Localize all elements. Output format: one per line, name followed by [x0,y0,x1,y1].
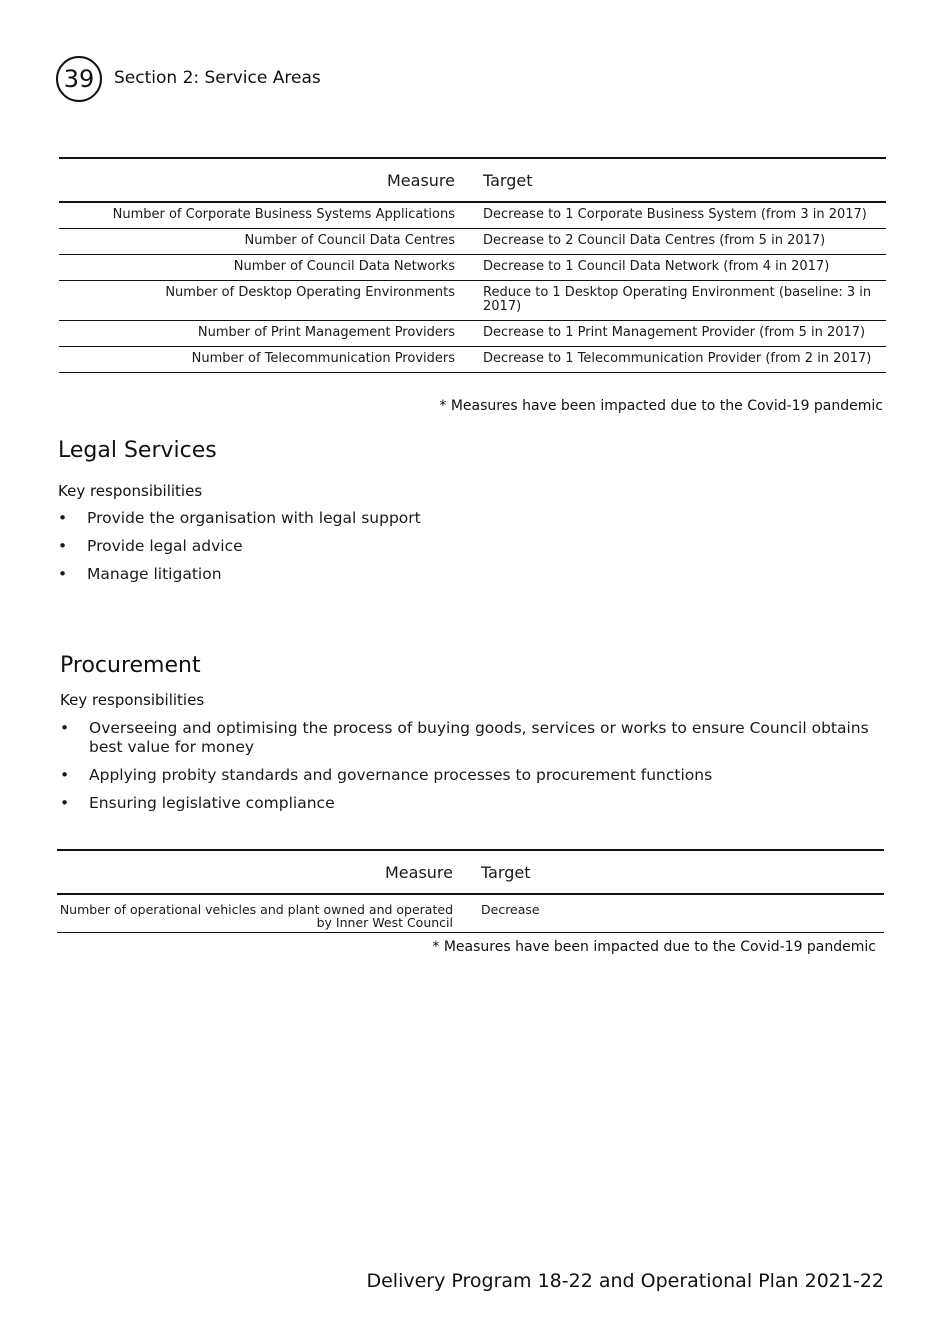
measure-cell: Number of Desktop Operating Environments [59,281,469,321]
list-item-text: Provide legal advice [87,537,243,555]
measure-header: Measure [59,158,469,202]
legal-services-heading: Legal Services [58,438,217,463]
bullet-icon: • [58,537,68,555]
list-item-text: Ensuring legislative compliance [89,794,335,812]
measure-header: Measure [57,850,467,894]
page-number: 39 [56,56,102,102]
section-label: Section 2: Service Areas [114,68,321,88]
measure-cell: Number of Telecommunication Providers [59,347,469,373]
bullet-icon: • [60,794,70,812]
procurement-responsibilities-list [60,719,886,822]
measure-cell: Number of Council Data Centres [59,229,469,255]
it-measures-table [59,157,886,373]
list-item-text: Overseeing and optimising the process of buying goods, services or works to ensure Council obtains best value for money [89,719,869,756]
list-item-text: Provide the organisation with legal support [87,509,421,527]
target-cell: Decrease to 1 Print Management Provider (from 5 in 2017) [469,321,886,347]
list-item [58,565,878,584]
procurement-key-responsibilities-label: Key responsibilities [60,691,205,709]
table-header-row [57,850,884,894]
table-row [57,894,884,933]
list-item [60,719,886,757]
table-row [59,347,886,373]
target-cell: Decrease [467,894,884,933]
list-item [58,509,878,528]
legal-responsibilities-list [58,509,878,593]
measure-cell: Number of Council Data Networks [59,255,469,281]
document-footer-title: Delivery Program 18-22 and Operational Plan 2021-22 [366,1270,884,1292]
target-cell: Reduce to 1 Desktop Operating Environment (baseline: 3 in 2017) [469,281,886,321]
table-row [59,281,886,321]
measure-cell: Number of Corporate Business Systems Applications [59,202,469,229]
target-cell: Decrease to 1 Telecommunication Provider (from 2 in 2017) [469,347,886,373]
table-row [59,321,886,347]
bullet-icon: • [58,509,68,527]
list-item-text: Manage litigation [87,565,222,583]
table-header-row [59,158,886,202]
target-cell: Decrease to 1 Council Data Network (from 4 in 2017) [469,255,886,281]
bullet-icon: • [60,766,70,784]
table-row [59,255,886,281]
list-item [60,794,886,813]
target-cell: Decrease to 2 Council Data Centres (from 5 in 2017) [469,229,886,255]
bullet-icon: • [58,565,68,583]
list-item-text: Applying probity standards and governance processes to procurement functions [89,766,713,784]
measure-cell: Number of operational vehicles and plant owned and operated by Inner West Council [57,894,467,933]
target-cell: Decrease to 1 Corporate Business System (from 3 in 2017) [469,202,886,229]
procurement-heading: Procurement [60,653,201,678]
table-row [59,229,886,255]
bullet-icon: • [60,719,70,737]
procurement-measures-table [57,849,884,933]
table-row [59,202,886,229]
target-header: Target [467,850,884,894]
list-item [60,766,886,785]
covid-note: * Measures have been impacted due to the Covid-19 pandemic [432,939,876,955]
measure-cell: Number of Print Management Providers [59,321,469,347]
target-header: Target [469,158,886,202]
covid-note: * Measures have been impacted due to the Covid-19 pandemic [439,398,883,414]
list-item [58,537,878,556]
legal-key-responsibilities-label: Key responsibilities [58,482,203,500]
